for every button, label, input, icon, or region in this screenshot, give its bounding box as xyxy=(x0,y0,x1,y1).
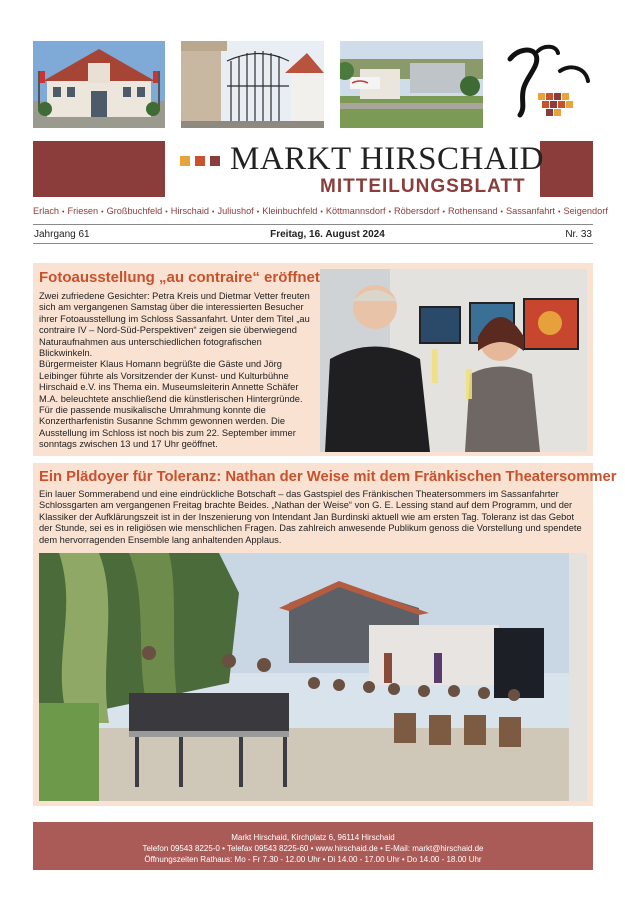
village-name: Rothensand xyxy=(447,206,498,216)
village-name: Köttmannsdorf xyxy=(325,206,386,216)
article-headline: Ein Plädoyer für Toleranz: Nathan der Weise mit dem Fränkischen Theatersommer xyxy=(39,469,617,485)
article-body xyxy=(39,291,315,451)
masthead-title-row xyxy=(180,140,545,177)
village-name: Friesen xyxy=(67,206,99,216)
village-name: Juliushof xyxy=(217,206,254,216)
article-body: Ein lauer Sommerabend und eine eindrückliche Botschaft – das Gastspiel des Fränkischen Theatersommers im Sassanfahrter Schlossgarten am vergangenen Freitag brachte Beides. „Nathan der Weise“ von G. E. Lessing stand auf dem Programm, und der Klassiker der Aufklärungszeit ist in der Inszenierung von Intendant Jan Burdinski aktuell wie am ersten Tag. Toleranz ist das Gebot der Stunde, sei es in religiösen wie menschlichen Fragen. Das zahlreich anwesende Publikum genoss die Vorstellung und spendete dem hervorragenden Ensemble lang anhaltenden Applaus. xyxy=(39,489,582,545)
village-name: Sassanfahrt xyxy=(505,206,555,216)
footer-hours: Öffnungszeiten Rathaus: Mo - Fr 7.30 - 12.00 Uhr • Di 14.00 - 17.00 Uhr • Do 14.00 - 18.00 Uhr xyxy=(144,855,482,864)
issue-date: Freitag, 16. August 2024 xyxy=(270,228,385,240)
article-paragraph: Bürgermeister Klaus Homann begrüßte die Gäste und Jörg Leibinger führte als Vorsitzender der Kunst- und Kulturbühne Hirschaid e.V. ins Thema ein. Museumsleiterin Annette Schäfer M.A. beleuchtete anschließend die künstlerischen Hintergründe. Für die passende musikalische Umrahmung konnte die Konzertharfenistin Susanne Schmm gewonnen werden. Die Ausstellung im Schloss ist noch bis zum 22. September immer sonntags zwischen 13 und 17 Uhr geöffnet. xyxy=(39,359,303,450)
village-name: Erlach xyxy=(33,206,60,216)
village-name: Großbuchfeld xyxy=(106,206,163,216)
village-name: Röbersdorf xyxy=(394,206,440,216)
issue-number: Nr. 33 xyxy=(565,228,592,240)
theater-photo xyxy=(39,553,587,801)
village-name: Seigendorf xyxy=(563,206,608,216)
town-hall-photo xyxy=(33,41,165,128)
masthead-subtitle: MITTEILUNGSBLATT xyxy=(320,176,526,197)
article-photo-exhibition xyxy=(33,263,593,456)
article-theater xyxy=(33,463,617,806)
exhibition-photo xyxy=(320,269,587,452)
brand-square xyxy=(210,156,220,166)
masthead-right-block xyxy=(540,141,593,197)
issue-bar xyxy=(33,224,593,244)
footer-address: Markt Hirschaid, Kirchplatz 6, 96114 Hirschaid xyxy=(231,833,395,842)
castle-gate-photo xyxy=(181,41,324,128)
masthead-title: MARKT HIRSCHAID xyxy=(230,140,545,177)
village-name: Hirschaid xyxy=(170,206,210,216)
brand-squares xyxy=(180,156,220,166)
hirschaid-logo-icon xyxy=(498,41,593,128)
town-aerial-photo xyxy=(340,41,483,128)
brand-square xyxy=(180,156,190,166)
village-list: Erlach • Friesen • Großbuchfeld • Hirschaid • Juliushof • Kleinbuchfeld • Köttmannsdorf • Röbersdorf • Rothensand • Sassanfahrt • Seigendorf xyxy=(33,206,608,216)
masthead-left-block xyxy=(33,141,165,197)
article-paragraph: Zwei zufriedene Gesichter: Petra Kreis und Dietmar Vetter freuten sich am vergangenen Samstag über die interessierten Besucher ihrer Fotoausstellung im Schloss Sassanfahrt. Unter dem Titel „au contraire IV – Nord-Süd-Perspektiven“ zeigen sie überwiegend Naturaufnahmen aus unterschiedlichen fotografischen Blickwinkeln. xyxy=(39,291,310,359)
village-name: Kleinbuchfeld xyxy=(262,206,318,216)
issue-volume: Jahrgang 61 xyxy=(34,228,90,240)
brand-square xyxy=(195,156,205,166)
article-headline: Fotoausstellung „au contraire“ eröffnet xyxy=(39,269,320,286)
footer-contact: Telefon 09543 8225-0 • Telefax 09543 8225-60 • www.hirschaid.de • E-Mail: markt@hirschaid.de xyxy=(142,844,484,853)
footer xyxy=(33,822,593,870)
